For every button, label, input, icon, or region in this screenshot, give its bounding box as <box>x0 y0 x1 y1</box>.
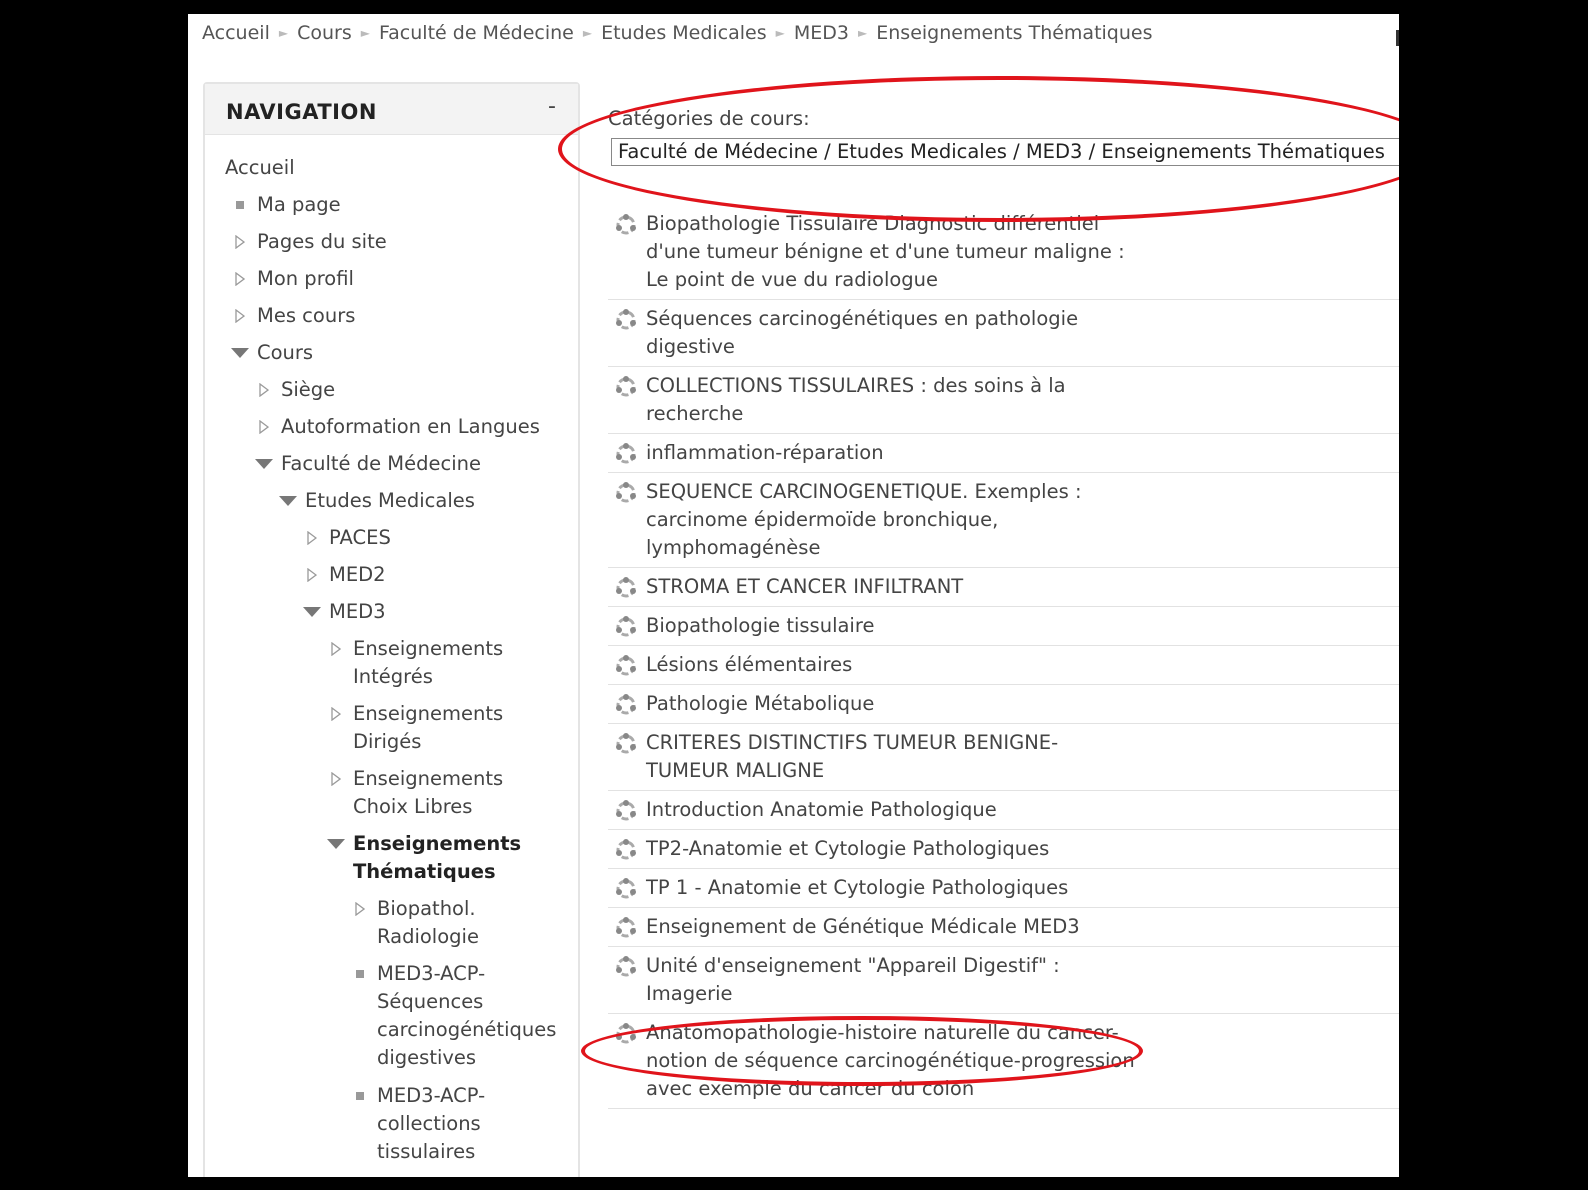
course-icon <box>614 955 638 979</box>
course-icon <box>614 693 638 717</box>
course-icon <box>614 1022 638 1046</box>
breadcrumb-separator-icon: ► <box>858 26 868 40</box>
course-row <box>608 1014 1399 1109</box>
nav-item[interactable] <box>257 302 517 330</box>
triangle-right-icon[interactable] <box>331 772 341 786</box>
course-icon <box>614 877 638 901</box>
nav-item[interactable] <box>329 561 549 589</box>
nav-item-label[interactable]: Pages du site <box>257 230 387 253</box>
course-link[interactable]: SEQUENCE CARCINOGENETIQUE. Exemples : carcinome épidermoïde bronchique, lymphomagénèse <box>646 480 1082 559</box>
nav-item-label[interactable]: Accueil <box>225 156 295 179</box>
breadcrumb-separator-icon: ► <box>582 26 593 40</box>
nav-item-label[interactable]: Faculté de Médecine <box>281 452 481 475</box>
course-link[interactable]: Lésions élémentaires <box>646 653 853 676</box>
course-list <box>608 205 1399 1109</box>
nav-item[interactable] <box>353 635 523 691</box>
nav-item-label[interactable]: MED3 <box>329 600 386 623</box>
course-link[interactable]: Séquences carcinogénétiques en pathologie digestive <box>646 307 1079 358</box>
square-bullet-icon <box>356 1092 364 1100</box>
course-row <box>608 607 1399 646</box>
nav-item-label[interactable]: PACES <box>329 526 391 549</box>
course-link[interactable]: Introduction Anatomie Pathologique <box>646 798 997 821</box>
nav-item[interactable] <box>281 450 541 478</box>
course-icon <box>614 308 638 332</box>
course-icon <box>614 799 638 823</box>
square-bullet-icon <box>356 970 364 978</box>
course-row <box>608 205 1399 300</box>
square-bullet-icon <box>236 201 244 209</box>
course-link[interactable]: Biopathologie tissulaire <box>646 614 875 637</box>
nav-item[interactable] <box>281 376 541 404</box>
course-row <box>608 791 1399 830</box>
triangle-right-icon[interactable] <box>235 272 245 286</box>
nav-item[interactable] <box>329 524 549 552</box>
course-link[interactable]: Anatomopathologie-histoire naturelle du cancer-notion de séquence carcinogénétique-progression avec exemple du cancer du colon <box>646 1021 1135 1100</box>
breadcrumb-separator-icon: ► <box>360 26 370 40</box>
breadcrumb-accueil[interactable]: Accueil <box>202 22 270 44</box>
triangle-right-icon[interactable] <box>355 902 365 916</box>
triangle-right-icon[interactable] <box>307 568 317 582</box>
course-row <box>608 908 1399 947</box>
course-icon <box>614 654 638 678</box>
course-link[interactable]: TP 1 - Anatomie et Cytologie Pathologiques <box>646 876 1069 899</box>
course-row <box>608 685 1399 724</box>
course-row <box>608 724 1399 791</box>
course-icon <box>614 375 638 399</box>
course-row <box>608 947 1399 1014</box>
navigation-block <box>203 82 580 1177</box>
course-icon <box>614 838 638 862</box>
navigation-title: NAVIGATION <box>226 100 377 124</box>
nav-item-label[interactable]: Enseignements Thématiques <box>353 832 522 883</box>
nav-item[interactable] <box>257 191 517 219</box>
nav-item-label[interactable]: Etudes Medicales <box>305 489 475 512</box>
course-icon <box>614 213 638 237</box>
course-row <box>608 869 1399 908</box>
triangle-right-icon[interactable] <box>307 531 317 545</box>
course-link[interactable]: Enseignement de Génétique Médicale MED3 <box>646 915 1080 938</box>
course-link[interactable]: STROMA ET CANCER INFILTRANT <box>646 575 964 598</box>
breadcrumb-etudes[interactable]: Etudes Medicales <box>601 22 767 44</box>
nav-item[interactable] <box>281 413 561 441</box>
nav-item-label[interactable]: Mes cours <box>257 304 356 327</box>
triangle-right-icon[interactable] <box>259 420 269 434</box>
nav-item-label[interactable]: Ma page <box>257 193 341 216</box>
nav-item-label[interactable]: Enseignements Choix Libres <box>353 767 504 818</box>
triangle-down-icon[interactable] <box>327 839 345 849</box>
course-row <box>608 300 1399 367</box>
course-icon <box>614 481 638 505</box>
category-label: Catégories de cours: <box>608 107 810 130</box>
course-row <box>608 830 1399 869</box>
nav-item-label[interactable]: MED3-ACP-collections tissulaires <box>377 1084 486 1163</box>
triangle-right-icon[interactable] <box>235 309 245 323</box>
nav-item[interactable] <box>257 228 517 256</box>
course-link[interactable]: CRITERES DISTINCTIFS TUMEUR BENIGNE-TUMEUR MALIGNE <box>646 731 1059 782</box>
course-link[interactable]: inflammation-réparation <box>646 441 884 464</box>
collapse-block-button[interactable]: - <box>548 94 556 119</box>
nav-item[interactable] <box>305 487 555 515</box>
course-row <box>608 473 1399 568</box>
breadcrumb-separator-icon: ► <box>278 26 289 40</box>
course-link[interactable]: TP2-Anatomie et Cytologie Pathologiques <box>646 837 1050 860</box>
triangle-down-icon[interactable] <box>279 496 297 506</box>
category-select[interactable]: Faculté de Médecine / Etudes Medicales / MED3 / Enseignements Thématiques <box>611 138 1399 166</box>
breadcrumb-cours[interactable]: Cours <box>297 22 352 44</box>
breadcrumb-separator-icon: ► <box>775 26 785 40</box>
course-link[interactable]: COLLECTIONS TISSULAIRES : des soins à la recherche <box>646 374 1066 425</box>
triangle-down-icon[interactable] <box>231 348 249 358</box>
nav-item-label[interactable]: Mon profil <box>257 267 354 290</box>
navigation-header <box>205 84 578 135</box>
course-icon <box>614 615 638 639</box>
nav-item[interactable] <box>377 960 557 1072</box>
nav-item[interactable] <box>329 598 549 626</box>
nav-item[interactable] <box>257 265 517 293</box>
course-icon <box>614 916 638 940</box>
edge-marker <box>1396 30 1399 46</box>
triangle-right-icon[interactable] <box>331 642 341 656</box>
breadcrumb-current: Enseignements Thématiques <box>876 22 1153 44</box>
nav-item-label[interactable]: Siège <box>281 378 336 401</box>
triangle-right-icon[interactable] <box>235 235 245 249</box>
course-category-page <box>188 14 1399 1177</box>
course-row <box>608 646 1399 685</box>
nav-item[interactable] <box>353 700 523 756</box>
nav-item-label[interactable]: Cours <box>257 341 314 364</box>
nav-item[interactable] <box>257 339 517 367</box>
nav-item-label[interactable]: MED2 <box>329 563 386 586</box>
nav-item[interactable] <box>225 154 525 182</box>
nav-item-label[interactable]: MED3-ACP-Séquences carcinogénétiques digestives <box>377 962 557 1069</box>
nav-item-label[interactable]: Autoformation en Langues <box>281 415 540 438</box>
triangle-right-icon[interactable] <box>331 707 341 721</box>
nav-item-label[interactable]: Enseignements Intégrés <box>353 637 504 688</box>
triangle-right-icon[interactable] <box>259 383 269 397</box>
nav-item[interactable] <box>353 765 563 821</box>
course-icon <box>614 576 638 600</box>
course-row <box>608 568 1399 607</box>
triangle-down-icon[interactable] <box>303 607 321 617</box>
course-row <box>608 367 1399 434</box>
course-link[interactable]: Pathologie Métabolique <box>646 692 875 715</box>
nav-item[interactable] <box>377 1082 517 1166</box>
nav-item-label[interactable]: Enseignements Dirigés <box>353 702 504 753</box>
nav-item[interactable] <box>377 895 497 951</box>
course-icon <box>614 732 638 756</box>
course-link[interactable]: Biopathologie Tissulaire Diagnostic différentiel d'une tumeur bénigne et d'une tumeur maligne : Le point de vue du radiologue <box>646 212 1125 291</box>
triangle-down-icon[interactable] <box>255 459 273 469</box>
course-icon <box>614 442 638 466</box>
breadcrumb-med3[interactable]: MED3 <box>793 22 850 44</box>
breadcrumb-faculte[interactable]: Faculté de Médecine <box>378 22 574 44</box>
breadcrumb <box>202 22 1153 44</box>
course-row <box>608 434 1399 473</box>
course-link[interactable]: Unité d'enseignement "Appareil Digestif" : Imagerie <box>646 954 1060 1005</box>
nav-item-label[interactable]: Biopathol. Radiologie <box>377 897 479 948</box>
nav-item[interactable] <box>353 830 533 886</box>
